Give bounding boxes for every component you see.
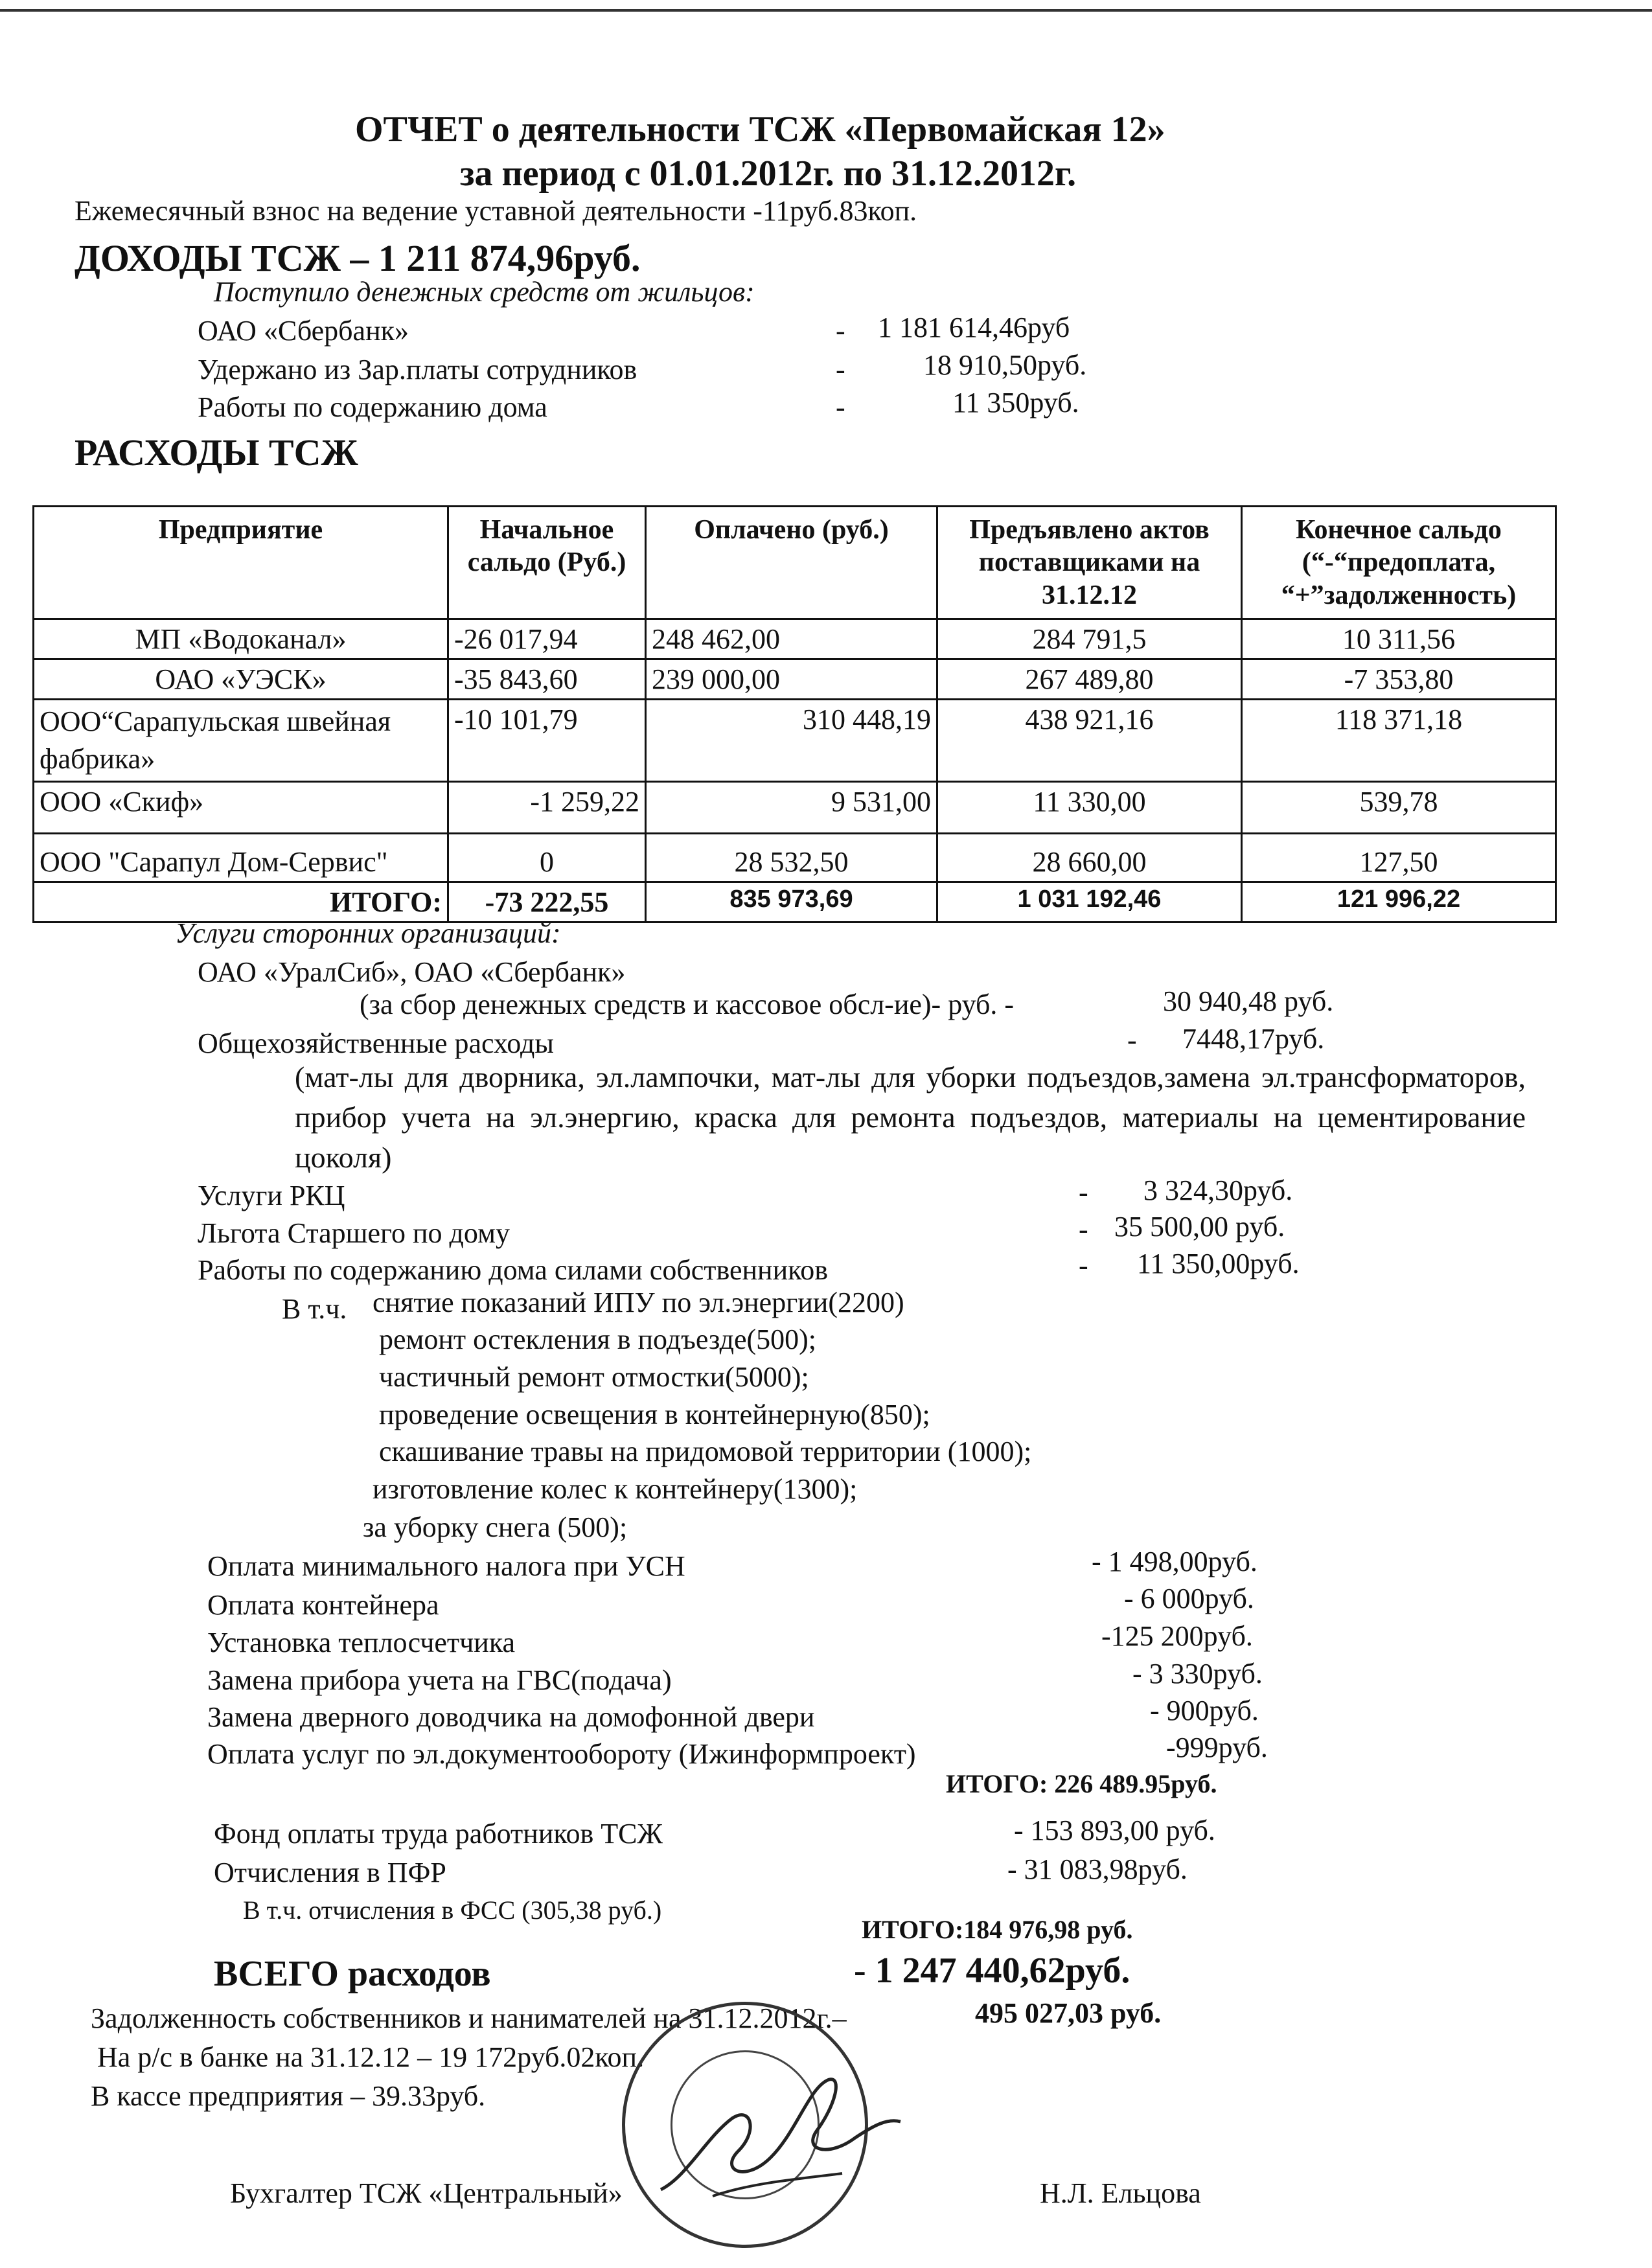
acts-cell: 267 489,80 <box>937 659 1242 700</box>
bank-services-amount: 30 940,48 руб. <box>1163 985 1334 1017</box>
acts-cell: 11 330,00 <box>937 782 1242 834</box>
payroll-fund-label: Фонд оплаты труда работников ТСЖ <box>214 1818 663 1850</box>
table-header-row <box>34 507 1556 619</box>
income-item-amount: 1 181 614,46руб <box>878 312 1070 343</box>
company-cell: МП «Водоканал» <box>34 619 448 659</box>
report-title: ОТЧЕТ о деятельности ТСЖ «Первомайская 12» <box>355 109 1165 150</box>
general-expenses-amount: 7448,17руб. <box>1182 1023 1325 1055</box>
fss-note: В т.ч. отчисления в ФСС (305,38 руб.) <box>243 1896 662 1925</box>
closing-balance-cell: 539,78 <box>1242 782 1556 834</box>
paid-cell: 248 462,00 <box>646 619 937 659</box>
table-row <box>34 782 1556 834</box>
income-item-amount: 11 350руб. <box>952 387 1079 418</box>
paid-cell: 239 000,00 <box>646 659 937 700</box>
pfr-label: Отчисления в ПФР <box>214 1857 446 1888</box>
income-item-label: ОАО «Сбербанк» <box>198 315 409 347</box>
paid-cell: 28 532,50 <box>646 834 937 882</box>
included-item: за уборку снега (500); <box>363 1511 628 1543</box>
debt-label: Задолженность собственников и нанимателей на 31.12.2012г.– <box>91 2002 847 2034</box>
col-header-opening-balance: Начальное сальдо (Руб.) <box>448 507 646 619</box>
col-header-company: Предприятие <box>34 507 448 619</box>
income-heading: ДОХОДЫ ТСЖ – 1 211 874,96руб. <box>75 237 641 279</box>
income-item-dash: - <box>836 354 845 385</box>
owners-works-dash: - <box>1079 1250 1088 1281</box>
misc-expense-label: Оплата услуг по эл.документообороту (Ижинформпроект) <box>207 1738 916 1770</box>
elder-benefit-amount: 35 500,00 руб. <box>1114 1211 1285 1243</box>
debt-amount: 495 027,03 руб. <box>975 1997 1162 2029</box>
closing-balance-cell: 127,50 <box>1242 834 1556 882</box>
income-item-label: Работы по содержанию дома <box>198 391 547 423</box>
acts-cell: 284 791,5 <box>937 619 1242 659</box>
top-border-line <box>0 9 1652 12</box>
accountant-label: Бухгалтер ТСЖ «Центральный» <box>230 2177 623 2209</box>
report-period: за период с 01.01.2012г. по 31.12.2012г. <box>460 154 1077 194</box>
included-prefix: В т.ч. <box>282 1293 347 1325</box>
owners-works-label: Работы по содержанию дома силами собственников <box>198 1254 829 1286</box>
misc-expense-amount: -999руб. <box>1166 1732 1268 1763</box>
company-cell: ООО «Скиф» <box>34 782 448 834</box>
rkc-dash: - <box>1079 1176 1088 1208</box>
rkc-label: Услуги РКЦ <box>198 1180 345 1211</box>
opening-balance-cell: -10 101,79 <box>448 700 646 782</box>
misc-expense-label: Оплата минимального налога при УСН <box>207 1550 685 1582</box>
included-item: частичный ремонт отмостки(5000); <box>379 1361 809 1393</box>
services-heading: Услуги сторонних организаций: <box>175 917 561 949</box>
table-row <box>34 619 1556 659</box>
acts-cell: 28 660,00 <box>937 834 1242 882</box>
col-header-acts: Предъявлено актов поставщиками на 31.12.12 <box>937 507 1242 619</box>
income-item-amount: 18 910,50руб. <box>923 349 1087 381</box>
total-acts: 1 031 192,46 <box>937 882 1242 922</box>
table-row <box>34 659 1556 700</box>
included-item: снятие показаний ИПУ по эл.энергии(2200) <box>373 1287 904 1318</box>
col-header-paid: Оплачено (руб.) <box>646 507 937 619</box>
misc-expense-label: Замена дверного доводчика на домофонной двери <box>207 1701 815 1733</box>
signature <box>648 2060 907 2216</box>
total-closing-balance: 121 996,22 <box>1242 882 1556 922</box>
company-cell: ОАО «УЭСК» <box>34 659 448 700</box>
misc-expense-amount: -125 200руб. <box>1101 1620 1253 1652</box>
included-item: ремонт остекления в подъезде(500); <box>379 1323 817 1355</box>
misc-expense-amount: - 6 000руб. <box>1124 1583 1254 1614</box>
elder-benefit-label: Льгота Старшего по дому <box>198 1217 510 1249</box>
included-item: изготовление колес к контейнеру(1300); <box>373 1473 858 1505</box>
owners-works-amount: 11 350,00руб. <box>1137 1248 1300 1279</box>
general-expenses-label: Общехозяйственные расходы <box>198 1027 554 1059</box>
services-total: ИТОГО: 226 489.95руб. <box>946 1769 1217 1798</box>
accountant-name: Н.Л. Ельцова <box>1040 2177 1201 2209</box>
misc-expense-amount: - 900руб. <box>1150 1695 1259 1726</box>
elder-benefit-dash: - <box>1079 1213 1088 1245</box>
bank-services-label: ОАО «УралСиб», ОАО «Сбербанк» <box>198 956 626 988</box>
income-subheading: Поступило денежных средств от жильцов: <box>214 276 755 308</box>
bank-balance: На р/с в банке на 31.12.12 – 19 172руб.02коп. <box>97 2041 645 2073</box>
acts-cell: 438 921,16 <box>937 700 1242 782</box>
misc-expense-label: Замена прибора учета на ГВС(подача) <box>207 1664 672 1696</box>
general-expenses-dash: - <box>1127 1024 1137 1056</box>
misc-expense-amount: - 3 330руб. <box>1132 1658 1263 1690</box>
rkc-amount: 3 324,30руб. <box>1143 1174 1293 1206</box>
company-cell: ООО“Сарапульская швейная фабрика» <box>34 700 448 782</box>
bank-services-note: (за сбор денежных средств и кассовое обсл-ие)- руб. - <box>360 989 1015 1020</box>
closing-balance-cell: -7 353,80 <box>1242 659 1556 700</box>
opening-balance-cell: -1 259,22 <box>448 782 646 834</box>
table-row <box>34 700 1556 782</box>
paid-cell: 9 531,00 <box>646 782 937 834</box>
misc-expense-label: Оплата контейнера <box>207 1589 439 1621</box>
income-item-label: Удержано из Зар.платы сотрудников <box>198 354 637 385</box>
total-expenses-label: ВСЕГО расходов <box>214 1954 491 1994</box>
included-item: скашивание травы на придомовой территории (1000); <box>379 1436 1032 1467</box>
company-cell: ООО "Сарапул Дом-Сервис" <box>34 834 448 882</box>
expenses-heading: РАСХОДЫ ТСЖ <box>75 431 358 474</box>
closing-balance-cell: 118 371,18 <box>1242 700 1556 782</box>
table-row <box>34 834 1556 882</box>
misc-expense-label: Установка теплосчетчика <box>207 1627 516 1658</box>
general-expenses-detail: (мат-лы для дворника, эл.лампочки, мат-лы для уборки подъездов,замена эл.трансформаторов, прибор учета на эл.энергию, краска для ремонта подъездов, материалы на цементирование цоколя) <box>295 1060 1526 1174</box>
pfr-amount: - 31 083,98руб. <box>1007 1853 1187 1885</box>
opening-balance-cell: -26 017,94 <box>448 619 646 659</box>
monthly-fee: Ежемесячный взнос на ведение уставной деятельности -11руб.83коп. <box>75 195 917 227</box>
total-expenses-amount: - 1 247 440,62руб. <box>854 1951 1130 1991</box>
total-label: ИТОГО: <box>34 882 448 922</box>
total-paid: 835 973,69 <box>646 882 937 922</box>
cash-balance: В кассе предприятия – 39.33руб. <box>91 2080 486 2112</box>
total-opening-balance: -73 222,55 <box>448 882 646 922</box>
income-item-dash: - <box>836 315 845 347</box>
income-item-dash: - <box>836 391 845 423</box>
paid-cell: 310 448,19 <box>646 700 937 782</box>
misc-expense-amount: - 1 498,00руб. <box>1092 1546 1257 1577</box>
opening-balance-cell: 0 <box>448 834 646 882</box>
col-header-closing-balance: Конечное сальдо (“-“предоплата, “+”задолженность) <box>1242 507 1556 619</box>
included-item: проведение освещения в контейнерную(850); <box>379 1399 930 1430</box>
opening-balance-cell: -35 843,60 <box>448 659 646 700</box>
closing-balance-cell: 10 311,56 <box>1242 619 1556 659</box>
payroll-total: ИТОГО:184 976,98 руб. <box>862 1915 1133 1944</box>
expenses-table <box>32 505 1557 923</box>
payroll-fund-amount: - 153 893,00 руб. <box>1014 1815 1215 1846</box>
